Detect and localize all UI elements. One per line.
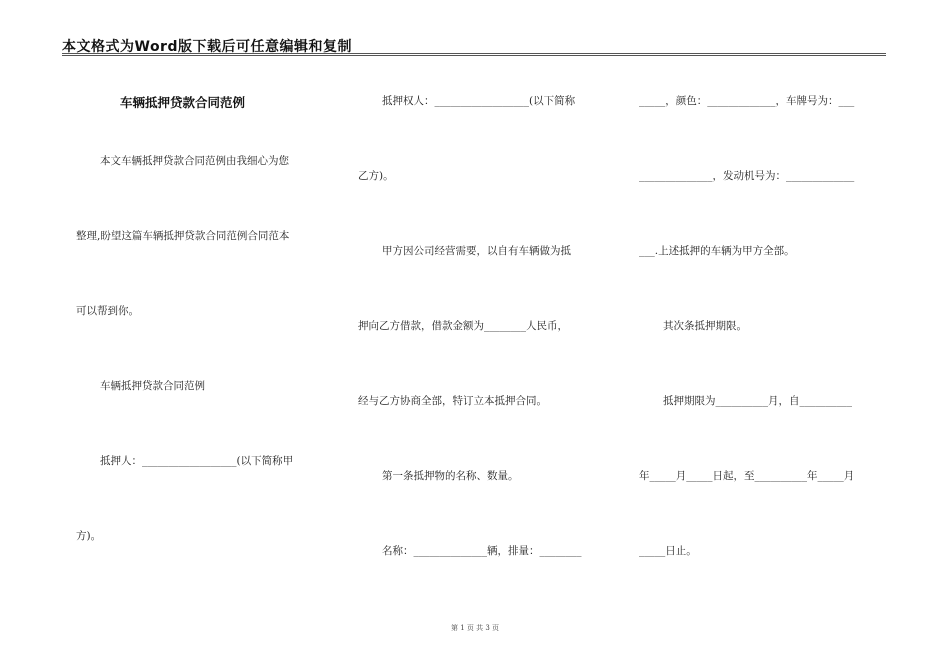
- paragraph-line: 抵押人：__________________(以下简称甲: [100, 455, 294, 467]
- paragraph-line: 第一条抵押物的名称、数量。: [382, 470, 519, 482]
- document-title: 车辆抵押贷款合同范例: [120, 95, 246, 110]
- paragraph-line: 乙方)。: [358, 170, 394, 182]
- paragraph-line: 甲方因公司经营需要，以自有车辆做为抵: [382, 245, 571, 257]
- paragraph-line: 车辆抵押贷款合同范例: [100, 380, 205, 392]
- paragraph-line: 方)。: [76, 530, 102, 542]
- paragraph-line: 押向乙方借款，借款金额为________人民币，: [358, 320, 568, 332]
- paragraph-line: _____，颜色：_____________，车牌号为：___: [639, 95, 855, 107]
- paragraph-line: 本文车辆抵押贷款合同范例由我细心为您: [100, 155, 289, 167]
- paragraph-line: 整理,盼望这篇车辆抵押贷款合同范例合同范本: [76, 230, 290, 242]
- paragraph-line: 经与乙方协商全部，特订立本抵押合同。: [358, 395, 547, 407]
- paragraph-line: 其次条抵押期限。: [663, 320, 747, 332]
- paragraph-line: 名称：______________辆，排量：________: [382, 545, 582, 557]
- paragraph-line: ______________，发动机号为：_____________: [639, 170, 855, 182]
- paragraph-line: 抵押期限为__________月，自__________: [663, 395, 852, 407]
- paragraph-line: 抵押权人：__________________(以下简称: [382, 95, 576, 107]
- paragraph-line: _____日止。: [639, 545, 697, 557]
- paragraph-line: 可以帮到你。: [76, 305, 139, 317]
- page-number: 第 1 页 共 3 页: [450, 624, 500, 632]
- paragraph-line: 年_____月_____日起，至__________年_____月: [639, 470, 855, 482]
- download-banner: 本文格式为Word版下载后可任意编辑和复制: [62, 39, 352, 55]
- banner-divider-bottom: [62, 55, 886, 56]
- banner-divider-top: [62, 53, 886, 54]
- paragraph-line: ___.上述抵押的车辆为甲方全部。: [639, 245, 795, 257]
